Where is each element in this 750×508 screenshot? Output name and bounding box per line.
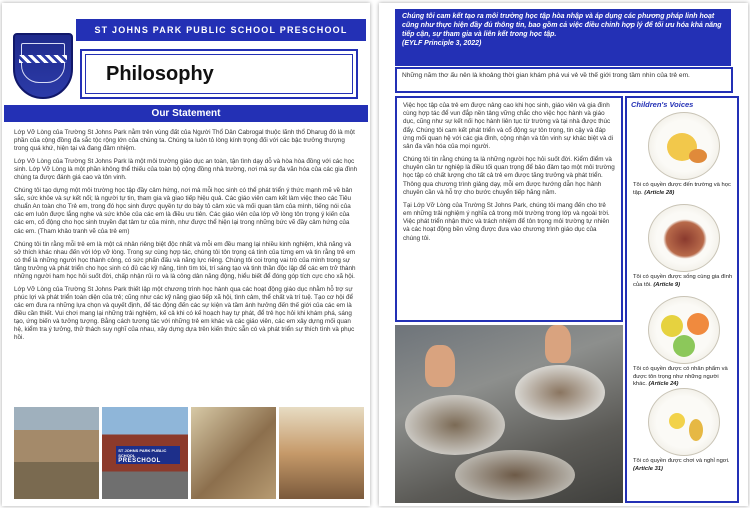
statement-paragraph: Chúng tôi tạo dựng một môi trường học tập đầy cảm hứng, nơi mà mỗi học sinh có thể phát triển ý thức mạnh mẽ về bản sắc, sức khỏe và sự kết nối; là người tự tin, tham gia và giao tiếp hiệu quả. Các giáo viên cam kết làm việc theo các Tiêu chuẩn An toàn cho Trẻ em, trong đó học sinh được quyền tự do bày tỏ cảm xúc và mối quan tâm của mình, tiếng nói của các em luôn được lắng nghe và sức khỏe của các em là điều ưu tiên. Các giáo viên của lớp vỡ lòng tôn trọng ý kiến của các em, cổ động cho học sinh truyền đạt tâm tư của mình, như được thể hiện lại trong những bức vẽ đầy cảm hứng của các em. (Tham khảo tranh vẽ của trẻ em)	[14, 187, 353, 235]
preschool-building-photo	[102, 407, 187, 499]
child-hand	[545, 325, 571, 363]
title-box	[80, 49, 358, 99]
preschool-sign	[116, 446, 180, 464]
child-drawing	[648, 388, 720, 456]
statement-paragraph: Lớp Vỡ Lòng của Trường St Johns Park thiết lập một chương trình học hành qua các hoạt động giáo dục nhằm hỗ trợ sự phúc lợi và phát triển toàn diện của trẻ; cũng như các kỹ năng giao tiếp xã hội, tình cảm, thể chất và trí tuệ. Tạo cơ hội để các em đưa ra những lựa chọn và quyết định, để tác động đến các sự kiện và tầm ảnh hưởng đến thế giới của các em là điều cần thiết. Vui chơi mang lại những trải nghiệm, kế cả khi có kế hoạch hay tự phát, để trẻ học hỏi khi khám phá, sáng tạo, ứng biến và tưởng tượng. Bằng cách tương tác với những trẻ em khác và các giáo viên, các em xây dựng mối quan hệ, kiểm tra ý tưởng, thử thách suy nghĩ của nhau, xây dựng dựa trên kiến thức sẵn có và phát triển sự thích tình và phục hồi.	[14, 285, 355, 342]
sign-preschool: PRESCHOOL	[118, 457, 161, 464]
statement-body	[14, 129, 360, 347]
voice-article: (Article 31)	[633, 465, 663, 472]
voice-caption	[633, 366, 733, 389]
statement-paragraph: Lớp Vỡ Lòng của Trường St Johns Park là một môi trường giáo dục an toàn, tận tình dạy dỗ và hòa hòa đồng với các học sinh. Lớp Vỡ Lòng là một phần không thể thiếu của toàn bộ cộng đồng nhà trường, nơi mà sự đa văn hóa của các gia đình chúng ta được đánh giá cao và tôn vinh.	[14, 158, 358, 182]
philosophy-paragraph: Tại Lớp Vỡ Lòng của Trường St Johns Park, chúng tôi mang đến cho trẻ em những trải nghiệm ý nghĩa cả trong môi trường trong lớp và ngoài trời. Việc phát triển nhận thức và trách nhiệm để tôn trọng môi trường tự nhiên và các hoạt động bền vững được đưa vào chương trình giáo dục của chúng tôi.	[403, 201, 610, 242]
voice-article: (Article 24)	[648, 381, 679, 388]
sign-school-name: ST JOHNS PARK PUBLIC SCHOOL	[118, 447, 167, 458]
voice-caption-text: Tôi có quyền được sống cùng gia đình của tôi.	[633, 274, 733, 288]
children-playing-photo	[191, 407, 276, 499]
photo-strip	[14, 407, 364, 499]
voice-caption	[633, 182, 733, 197]
philosophy-paragraph: Chúng tôi tin rằng chúng ta là những người học hỏi suốt đời. Kiểm điểm và chuyên cần tư nghiệp là điều tối quan trọng để bảo đảm tạo một môi trường học tập có chất lượng cho tất cả trẻ em được tăng trưởng và phát triển. Thông qua chương trình giảng dạy, mỗi em được hướng dẫn học hành chuyên cần và hỗ trợ cho bước chuyển tiếp hăng năm.	[403, 156, 615, 196]
voices-title: Children's Voices	[631, 100, 694, 109]
eylf-quote: Chúng tôi cam kết tạo ra môi trường học tập hòa nhập và áp dụng các phương pháp linh hoạt cũng như thực hiện đầy đủ thông tin, bao gồm cả việc điều chỉnh hợp lý để tối ưu hóa khả năng tiếp cận, sự tham gia và liên kết trong học tập.	[402, 13, 722, 38]
voice-caption-text: Tôi có quyền được đến trường và học tập.	[633, 182, 731, 196]
intro-text: Những năm thơ ấu nên là khoảng thời gian khám phá vui vẻ về thế giới trong tầm nhìn của trẻ em.	[402, 72, 690, 79]
page-title: Philosophy	[85, 54, 353, 94]
crest-band	[19, 55, 67, 63]
school-name-banner	[76, 19, 366, 41]
mud-bowl	[515, 365, 605, 420]
mud-play-photo	[395, 325, 623, 503]
drawing-stroke	[689, 149, 707, 163]
philosophy-paragraph: Việc học tập của trẻ em được nâng cao khi học sinh, giáo viên và gia đình cùng hợp tác để vun đắp nền tảng vững chắc cho việc học hành và giáo dục, cũng như sự kết nối học hành liên tục từ trường và tại nhà được thúc đẩy. Chúng tôi cam kết phát triển và cổ động sự tôn trọng, tin cậy và đáp ứng mối quan hệ với các gia đình, cộng nhận và tôn vinh sự khác biệt và di sản đa văn hóa của mọi người.	[403, 102, 613, 150]
voice-article: (Article 28)	[644, 189, 675, 196]
eylf-quote-source: (EYLF Principle 3, 2022)	[402, 39, 482, 47]
voice-caption-text: Tôi có quyền được chơi và nghỉ ngơi.	[633, 458, 730, 464]
drawing-stroke	[673, 335, 695, 357]
statement-paragraph: Lớp Vỡ Lòng của Trường St Johns Park nằm trên vùng đất của Người Thổ Dân Cabrogal thuộc lãnh thổ Dharug đó là một phần của cộng đồng đa sắc tộc rộng lớn của chúng ta. Chúng ta luôn tỏ lòng kính trọng đối với các bậc trưởng thượng trong quá khứ, hiện tại và đang đâm nhiệm.	[14, 129, 355, 153]
child-drawing	[648, 296, 720, 364]
statement-paragraph: Chúng tôi tin rằng mỗi trẻ em là một cá nhân riêng biệt độc nhất và mỗi em đều mang lại nhiều kinh nghiệm, khả năng và sở thích khác nhau đến với lớp vỡ lòng. Trong sự cùng hợp tác, chúng tôi tôn trọng cá tính của từng em và tin rằng trẻ em có thể là những người học thành công, có sức phấn đấu và năng lực riêng. Chúng tôi coi trọng vai trò của mình trong sự tăng trưởng và phát triển cho học sinh có đủ các kỹ năng, tính tìm tòi, trí sáng tạo và tinh thần độc lập để các em trở thành những người ham học hỏi suốt đời, chấp nhận rủi ro và là công dân năng động, hiểu biết để đóng góp tích cực cho xã hội.	[14, 240, 356, 280]
drawing-stroke	[689, 419, 703, 441]
right-page	[379, 3, 748, 506]
drawing-stroke	[661, 315, 683, 337]
voice-caption-text: Tôi có quyền được có nhân phẩm và được tôn trọng như những người khác.	[633, 366, 728, 388]
section-heading-bar	[4, 105, 368, 122]
left-page	[2, 3, 370, 506]
drawing-stroke	[687, 313, 709, 335]
section-heading: Our Statement	[151, 108, 221, 119]
child-drawing	[648, 112, 720, 180]
voice-article: (Article 9)	[653, 281, 681, 288]
voice-caption	[633, 458, 733, 473]
mud-bowl	[405, 395, 505, 455]
crest-inner	[21, 43, 65, 83]
philosophy-main-text	[395, 96, 623, 322]
voice-caption	[633, 274, 733, 289]
sandpit-play-photo	[279, 407, 364, 499]
drawing-stroke	[663, 219, 707, 259]
childrens-voices-panel	[625, 96, 739, 503]
school-crest-logo	[13, 33, 73, 99]
child-drawing	[648, 204, 720, 272]
school-name: ST JOHNS PARK PUBLIC SCHOOL PRESCHOOL	[94, 25, 348, 35]
intro-box	[395, 67, 733, 93]
drawing-stroke	[669, 413, 685, 429]
child-hand	[425, 345, 455, 387]
garden-photo	[14, 407, 99, 499]
eylf-quote-box	[395, 9, 731, 66]
mud-bowl	[455, 450, 575, 500]
